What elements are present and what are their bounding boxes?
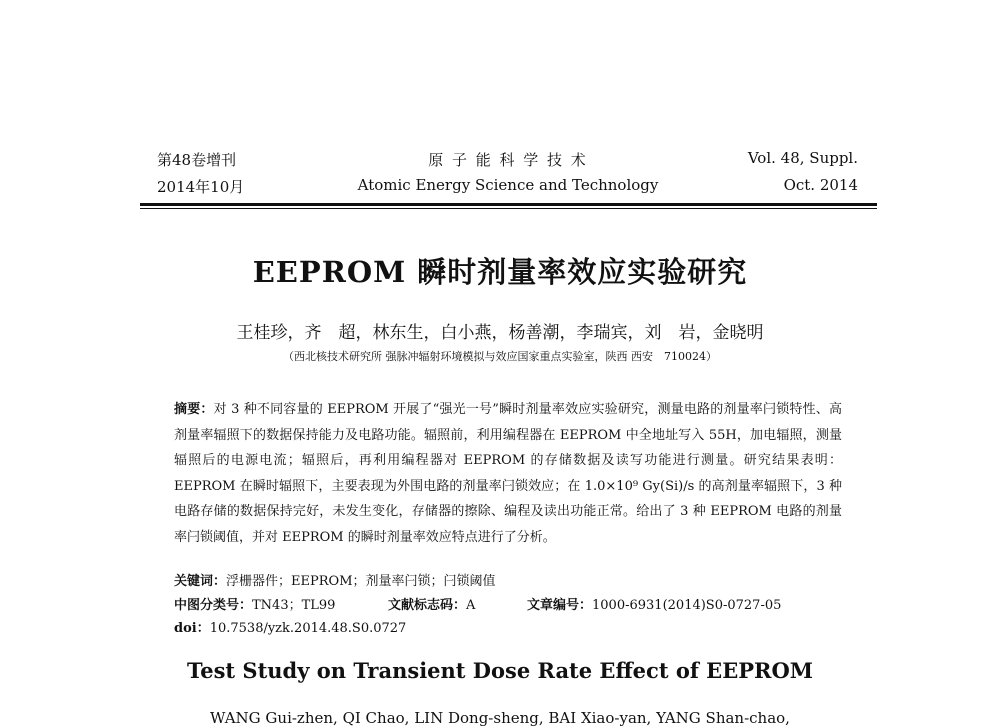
doi-line: [174, 617, 406, 636]
volume-cn: 第48卷增刊: [157, 151, 237, 169]
abstract-label: 摘要：: [174, 402, 214, 417]
affiliation-cn: （西北核技术研究所 强脉冲辐射环境模拟与效应国家重点实验室，陕西 西安 710024）: [283, 350, 717, 363]
volume-en: Vol. 48, Suppl.: [747, 149, 858, 167]
doc-code-label: 文献标志码：: [388, 598, 467, 613]
article-no-label: 文章编号：: [527, 598, 593, 613]
keywords-label: 关键词：: [174, 574, 227, 589]
header-rule-thin: [140, 208, 877, 209]
journal-title-en: Atomic Energy Science and Technology: [357, 176, 659, 194]
abstract-text: 对 3 种不同容量的 EEPROM 开展了“强光一号”瞬时剂量率效应实验研究，测量电路的剂量率闩锁特性、高剂量率辐照下的数据保持能力及电路功能。辐照前，利用编程器在 EEPROM 中全地址写入 55H，加电辐照，测量辐照后的电源电流；辐照后，再利用编程器对 EEPROM 的存储数据及读写功能进行测量。研究结果表明：EEPROM 在瞬时辐照下，主要表现为外围电路的剂量率闩锁效应；在 1.0×10⁹ Gy(Si)/s 的高剂量率辐照下，3 种电路存储的数据保持完好，未发生变化，存储器的擦除、编程及读出功能正常。给出了 3 种 EEPROM 电路的剂量率闩锁阈值，并对 EEPROM 的瞬时剂量率效应特点进行了分析。: [174, 402, 842, 545]
article-title-en: Test Study on Transient Dose Rate Effect of EEPROM: [187, 658, 813, 683]
date-cn: 2014年10月: [157, 178, 245, 196]
authors-en: WANG Gui-zhen, QI Chao, LIN Dong-sheng, BAI Xiao-yan, YANG Shan-chao,: [210, 709, 790, 727]
article-no-value: 1000-6931(2014)S0-0727-05: [592, 598, 782, 613]
authors-cn: 王桂珍，齐 超，林东生，白小燕，杨善潮，李瑞宾，刘 岩，金晓明: [236, 323, 764, 343]
header-rule-thick: [140, 203, 877, 206]
article-title-cn: EEPROM 瞬时剂量率效应实验研究: [252, 255, 748, 289]
doc-code-line: [388, 594, 475, 613]
doi-value: 10.7538/yzk.2014.48.S0.0727: [209, 621, 407, 636]
date-en: Oct. 2014: [783, 176, 858, 194]
abstract: [174, 397, 842, 551]
clc-label: 中图分类号：: [174, 598, 253, 613]
doc-code-value: A: [466, 598, 476, 613]
clc-line: [174, 594, 335, 613]
clc-value: TN43；TL99: [252, 598, 336, 613]
keywords: 浮栅器件；EEPROM；剂量率闩锁；闩锁阈值: [226, 574, 496, 589]
doi-label: doi：: [174, 621, 210, 636]
journal-title-cn: 原 子 能 科 学 技 术: [428, 151, 588, 169]
article-no-line: [527, 594, 781, 613]
keywords-line: [174, 570, 496, 589]
